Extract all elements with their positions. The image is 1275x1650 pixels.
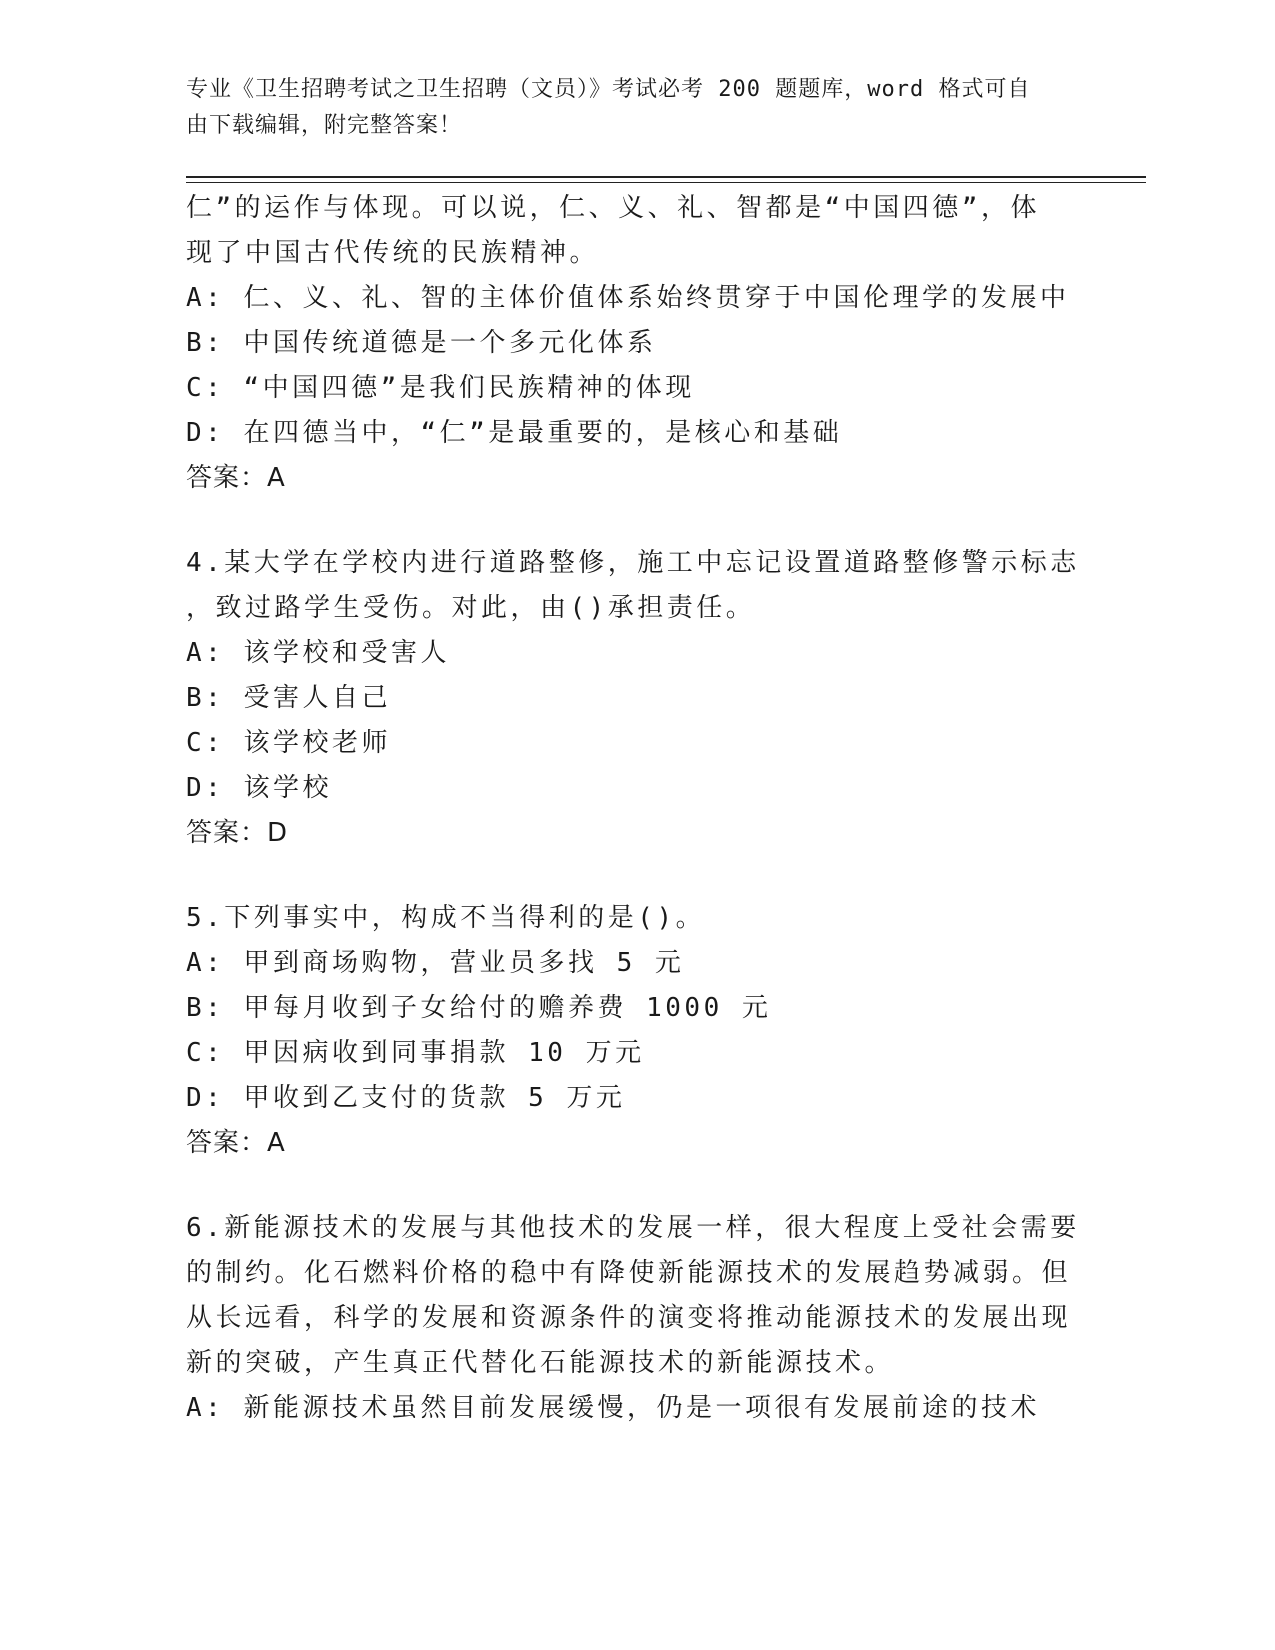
question-stem-line: 从长远看，科学的发展和资源条件的演变将推动能源技术的发展出现 [186, 1303, 1072, 1333]
header-rule-thick [186, 176, 1146, 178]
question-content [186, 186, 1086, 1431]
option-a: A: 仁、义、礼、智的主体价值体系始终贯穿于中国伦理学的发展中 [186, 283, 1070, 313]
option-c: C: 该学校老师 [186, 728, 391, 758]
option-d: D: 该学校 [186, 773, 332, 803]
answer-label: 答案：A [186, 463, 286, 493]
question-stem-line: 仁”的运作与体现。可以说，仁、义、礼、智都是“中国四德”，体 [186, 193, 1040, 223]
header-line-2: 由下载编辑，附完整答案！ [186, 113, 463, 138]
option-b: B: 甲每月收到子女给付的赡养费 1000 元 [186, 993, 772, 1023]
question-stem-line: 6.新能源技术的发展与其他技术的发展一样，很大程度上受社会需要 [186, 1213, 1080, 1243]
option-d: D: 甲收到乙支付的货款 5 万元 [186, 1083, 626, 1113]
option-b: B: 受害人自己 [186, 683, 391, 713]
option-a: A: 新能源技术虽然目前发展缓慢，仍是一项很有发展前途的技术 [186, 1393, 1040, 1423]
question-3 [186, 186, 1086, 501]
option-c: C: 甲因病收到同事捐款 10 万元 [186, 1038, 645, 1068]
question-4 [186, 541, 1086, 856]
option-a: A: 该学校和受害人 [186, 638, 450, 668]
answer-label: 答案：D [186, 818, 289, 848]
question-stem-line: ，致过路学生受伤。对此，由()承担责任。 [186, 593, 756, 623]
header-rule-thin [186, 182, 1146, 183]
option-b: B: 中国传统道德是一个多元化体系 [186, 328, 657, 358]
question-5 [186, 896, 1086, 1166]
question-stem-line: 的制约。化石燃料价格的稳中有降使新能源技术的发展趋势减弱。但 [186, 1258, 1072, 1288]
question-6 [186, 1206, 1086, 1431]
option-c: C: “中国四德”是我们民族精神的体现 [186, 373, 695, 403]
option-d: D: 在四德当中，“仁”是最重要的，是核心和基础 [186, 418, 843, 448]
question-stem-line: 5.下列事实中，构成不当得利的是()。 [186, 903, 706, 933]
question-stem-line: 新的突破，产生真正代替化石能源技术的新能源技术。 [186, 1348, 895, 1378]
answer-label: 答案：A [186, 1128, 286, 1158]
question-stem-line: 4.某大学在学校内进行道路整修，施工中忘记设置道路整修警示标志 [186, 548, 1080, 578]
page-header [186, 72, 1066, 144]
header-line-1: 专业《卫生招聘考试之卫生招聘（文员）》考试必考 200 题题库，word 格式可自 [186, 77, 1031, 102]
question-stem-line: 现了中国古代传统的民族精神。 [186, 238, 600, 268]
option-a: A: 甲到商场购物，营业员多找 5 元 [186, 948, 685, 978]
